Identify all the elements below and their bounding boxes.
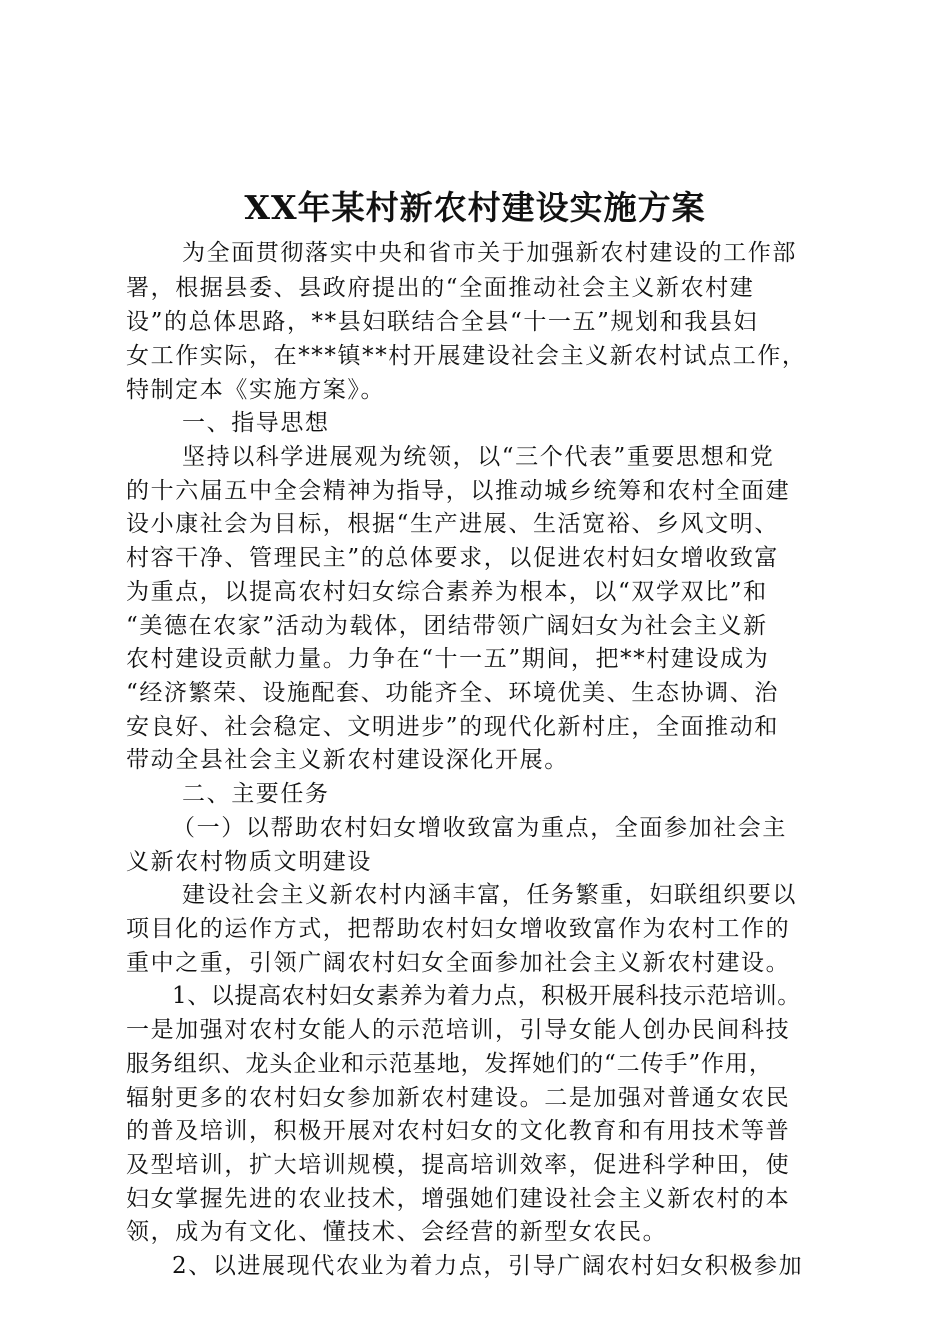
body-line: 坚持以科学进展观为统领，以“三个代表”重要思想和党 xyxy=(182,444,775,470)
body-line: 带动全县社会主义新农村建设深化开展。 xyxy=(126,747,569,773)
body-line: 重中之重，引领广阔农村妇女全面参加社会主义新农村建设。 xyxy=(126,950,791,976)
body-line: 的普及培训，积极开展对农村妇女的文化教育和有用技术等普 xyxy=(126,1118,791,1144)
body-line: 2、以进展现代农业为着力点，引导广阔农村妇女积极参加 xyxy=(172,1253,804,1279)
body-line: 女工作实际，在***镇**村开展建设社会主义新农村试点工作， xyxy=(126,343,807,369)
body-line: 辐射更多的农村妇女参加新农村建设。二是加强对普通女农民 xyxy=(126,1085,791,1111)
body-line: “经济繁荣、设施配套、功能齐全、环境优美、生态协调、治 xyxy=(126,680,779,706)
section-heading: 一、指导思想 xyxy=(182,410,330,436)
body-line: 一是加强对农村女能人的示范培训，引导女能人创办民间科技 xyxy=(126,1017,791,1043)
body-line: 及型培训，扩大培训规模，提高培训效率，促进科学种田，使 xyxy=(126,1152,791,1178)
body-line: 为重点，以提高农村妇女综合素养为根本，以“双学双比”和 xyxy=(126,579,768,605)
document-title: XX年某村新农村建设实施方案 xyxy=(244,188,706,227)
body-line: 的十六届五中全会精神为指导，以推动城乡统筹和农村全面建 xyxy=(126,478,791,504)
body-line: 设小康社会为目标，根据“生产进展、生活宽裕、乡风文明、 xyxy=(126,511,779,537)
body-line: 建设社会主义新农村内涵丰富，任务繁重，妇联组织要以 xyxy=(182,882,797,908)
body-line: 村容干净、管理民主”的总体要求，以促进农村妇女增收致富 xyxy=(126,545,779,571)
body-line: 服务组织、龙头企业和示范基地，发挥她们的“二传手”作用， xyxy=(126,1051,773,1077)
body-line: 设”的总体思路，**县妇联结合全县“十一五”规划和我县妇 xyxy=(126,309,759,335)
body-line: 为全面贯彻落实中央和省市关于加强新农村建设的工作部 xyxy=(182,240,797,266)
body-line: 1、以提高农村妇女素养为着力点，积极开展科技示范培训。 xyxy=(172,983,801,1009)
body-line: 项目化的运作方式，把帮助农村妇女增收致富作为农村工作的 xyxy=(126,916,791,942)
subsection-heading: 义新农村物质文明建设 xyxy=(126,849,372,875)
body-line: 安良好、社会稳定、文明进步”的现代化新村庄，全面推动和 xyxy=(126,714,779,740)
section-heading: 二、主要任务 xyxy=(182,781,330,807)
body-line: 署，根据县委、县政府提出的“全面推动社会主义新农村建 xyxy=(126,275,755,301)
body-line: 妇女掌握先进的农业技术，增强她们建设社会主义新农村的本 xyxy=(126,1186,791,1212)
subsection-heading: （一）以帮助农村妇女增收致富为重点，全面参加社会主 xyxy=(172,815,787,841)
body-line: 领，成为有文化、懂技术、会经营的新型女农民。 xyxy=(126,1219,668,1245)
body-line: 农村建设贡献力量。力争在“十一五”期间，把**村建设成为 xyxy=(126,646,770,672)
body-line: 特制定本《实施方案》。 xyxy=(126,377,386,403)
body-line: “美德在农家”活动为载体，团结带领广阔妇女为社会主义新 xyxy=(126,613,768,639)
